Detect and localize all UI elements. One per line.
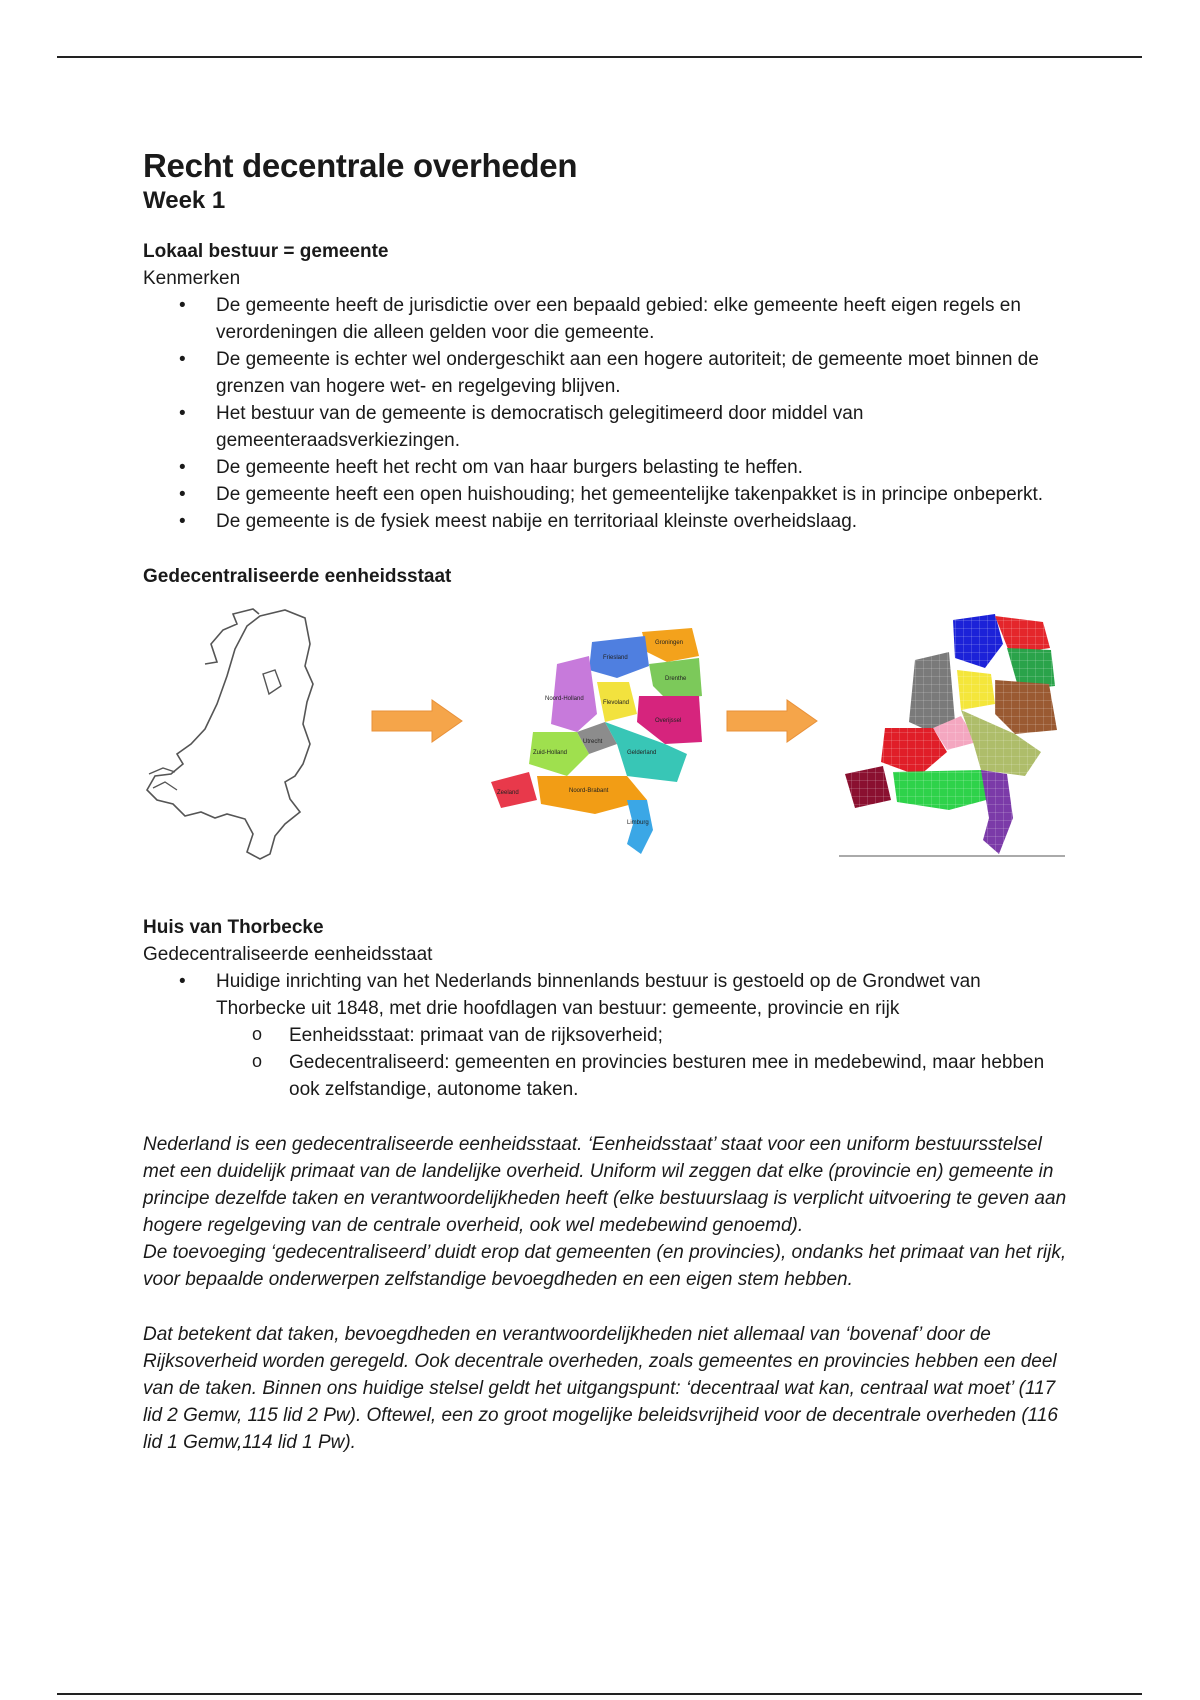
bottom-rule	[57, 1693, 1142, 1695]
arrow-right-icon	[725, 696, 820, 746]
netherlands-outline-map	[135, 604, 365, 864]
label-zuidholland: Zuid-Holland	[533, 750, 568, 756]
arrow-shape	[727, 700, 817, 742]
label-noordbrabant: Noord-Brabant	[569, 788, 609, 794]
label-flevoland: Flevoland	[603, 700, 630, 706]
section-heading-thorbecke: Huis van Thorbecke	[143, 917, 324, 938]
thorbecke-list	[143, 968, 1073, 1022]
provinces-map	[477, 604, 717, 864]
kenmerken-list	[143, 292, 1073, 535]
paragraph-taken: Dat betekent dat taken, bevoegdheden en verantwoordelijkheden niet allemaal van ‘bovenaf’ door de Rijksoverheid worden geregeld. Ook decentrale overheden, zoals gemeentes en provincies hebben een deel van de taken. Binnen ons huidige stelsel geldt het uitgangspunt: ‘decentraal wat kan, centraal wat moet’ (117 lid 2 Gemw, 115 lid 2 Pw). Oftewel, een zo groot mogelijke beleidsvrijheid voor de decentrale overheden (116 lid 1 Gemw,114 lid 1 Pw).	[143, 1324, 1058, 1453]
arrow-right-icon	[370, 696, 465, 746]
arrow-shape	[372, 700, 462, 742]
label-noordholland: Noord-Holland	[545, 696, 584, 702]
municipalities-map	[835, 604, 1075, 864]
list-item: • De gemeente heeft het recht om van haar burgers belasting te heffen.	[143, 454, 1073, 481]
list-item: • De gemeente is echter wel ondergeschikt aan een hogere autoriteit; de gemeente moet binnen de grenzen van hogere wet- en regelgeving blijven.	[143, 346, 1073, 400]
province-limburg	[627, 800, 653, 854]
document-title: Recht decentrale overheden	[143, 147, 578, 184]
label-zeeland: Zeeland	[497, 790, 519, 796]
thorbecke-sublist	[143, 1022, 1073, 1103]
list-item: • Het bestuur van de gemeente is democratisch gelegitimeerd door middel van gemeenteraadsverkiezingen.	[143, 400, 1073, 454]
paragraph-gedecentraliseerd: De toevoeging ‘gedecentraliseerd’ duidt erop dat gemeenten (en provincies), ondanks het primaat van het rijk, voor bepaalde onderwerpen zelfstandige bevoegdheden en een eigen stem hebben.	[143, 1242, 1067, 1290]
label-drenthe: Drenthe	[665, 676, 687, 682]
label-overijssel: Overijssel	[655, 718, 682, 724]
document-page	[143, 146, 1073, 1456]
section-heading-eenheidsstaat: Gedecentraliseerde eenheidsstaat	[143, 566, 452, 587]
top-rule	[57, 56, 1142, 58]
list-item: o Eenheidsstaat: primaat van de rijksoverheid;	[216, 1022, 1073, 1049]
section-label-eenheidsstaat: Gedecentraliseerde eenheidsstaat	[143, 944, 433, 965]
list-item: o Gedecentraliseerd: gemeenten en provincies besturen mee in medebewind, maar hebben ook zelfstandige, autonome taken.	[216, 1049, 1073, 1103]
paragraph-eenheidsstaat: Nederland is een gedecentraliseerde eenheidsstaat. ‘Eenheidsstaat’ staat voor een uniform bestuursstelsel met een duidelijk primaat van de landelijke overheid. Uniform wil zeggen dat elke (provincie en) gemeente in principe dezelfde taken en verantwoordelijkheden heeft (elke bestuurslaag is verplicht uitvoering te geven aan hogere regelgeving van de centrale overheid, ook wel medebewind genoemd).	[143, 1134, 1067, 1236]
section-heading-lokaal-bestuur: Lokaal bestuur = gemeente	[143, 241, 389, 262]
list-item: • De gemeente heeft een open huishouding; het gemeentelijke takenpakket is in principe onbeperkt.	[143, 481, 1073, 508]
list-item: • De gemeente is de fysiek meest nabije en territoriaal kleinste overheidslaag.	[143, 508, 1073, 535]
document-subtitle: Week 1	[143, 187, 226, 214]
list-item: • De gemeente heeft de jurisdictie over een bepaald gebied: elke gemeente heeft eigen regels en verordeningen die alleen gelden voor die gemeente.	[143, 292, 1073, 346]
label-friesland: Friesland	[603, 655, 628, 661]
list-item: • Huidige inrichting van het Nederlands binnenlands bestuur is gestoeld op de Grondwet van Thorbecke uit 1848, met drie hoofdlagen van bestuur: gemeente, provincie en rijk	[143, 968, 1073, 1022]
label-limburg: Limburg	[627, 820, 649, 826]
maps-figure	[135, 604, 1073, 896]
province-noordholland	[551, 656, 597, 732]
label-groningen: Groningen	[655, 640, 684, 646]
section-label-kenmerken: Kenmerken	[143, 268, 241, 289]
label-utrecht: Utrecht	[583, 739, 603, 745]
label-gelderland: Gelderland	[627, 750, 657, 756]
